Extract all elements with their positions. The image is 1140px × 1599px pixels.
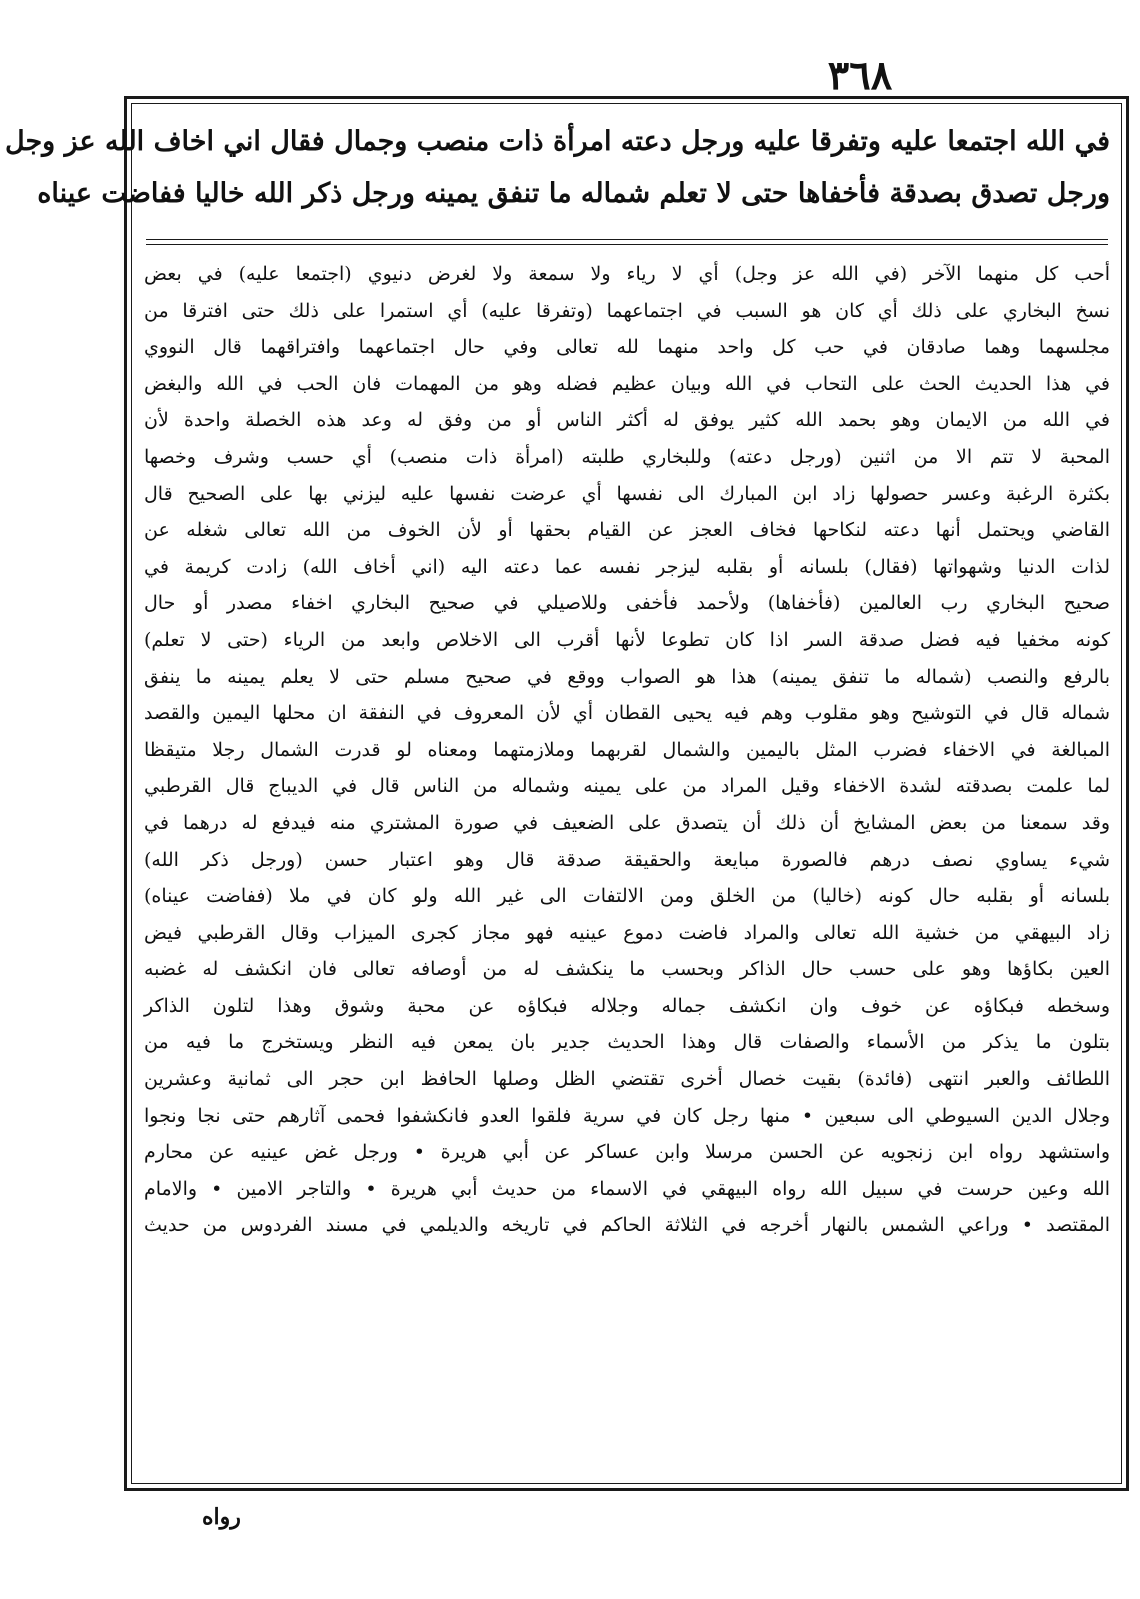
commentary-line: المحبة لا تتم الا من اثنين (ورجل دعته) وللبخاري طلبته (امرأة ذات منصب) أي حسب وشرف وخصها — [144, 445, 1110, 468]
commentary-line: نسخ البخاري على ذلك أي كان هو السبب في اجتماعهما (وتفرقا عليه) أي استمرا على ذلك حتى افترقا من — [144, 299, 1110, 322]
commentary-line: بالرفع والنصب (شماله ما تنفق يمينه) هذا هو الصواب ووقع في صحيح مسلم حتى لا يعلم يمينه ما ينفق — [144, 665, 1110, 688]
commentary-line: بتلون ما يذكر من الأسماء والصفات قال وهذا الحديث جدير بان يمعن فيه النظر ويستخرج ما فيه من — [144, 1031, 1110, 1054]
commentary-line: صحيح البخاري رب العالمين (فأخفاها) ولأحمد فأخفى وللاصيلي في صحيح البخاري اخفاء مصدر أو حال — [144, 592, 1110, 615]
commentary-line: القاضي ويحتمل أنها دعته لنكاحها فخاف العجز عن القيام بحقها أو لأن الخوف من الله تعالى شغله عن — [144, 519, 1110, 542]
commentary-line: في الله من الايمان وهو بحمد الله كثير يوفق له أكثر الناس أو من وفق له وعد هذه الخصلة واحدة لأن — [144, 409, 1110, 432]
commentary-line: أحب كل منهما الآخر (في الله عز وجل) أي لا رياء ولا سمعة ولا لغرض دنيوي (اجتمعا عليه) في بعض — [144, 263, 1110, 285]
commentary-line: في هذا الحديث الحث على التحاب في الله وبيان عظيم فضله وهو من المهمات فان الحب في الله والبغض — [144, 372, 1110, 395]
commentary-line: لذات الدنيا وشهواتها (فقال) بلسانه أو بقلبه ليزجر نفسه عما دعته اليه (اني أخاف الله) زادت كريمة في — [144, 555, 1110, 578]
commentary-line: بلسانه أو بقلبه حال كونه (خاليا) من الخلق ومن الالتفات الى غير الله ولو كان في ملا (ففاضت عيناه) — [144, 885, 1110, 908]
page-number: ٣٦٨ — [827, 52, 893, 99]
hadith-text-block — [5, 116, 1110, 220]
commentary-line: واستشهد رواه ابن زنجويه عن الحسن مرسلا وابن عساكر عن أبي هريرة • ورجل غض عينيه عن محارم — [144, 1141, 1110, 1164]
separator-rule — [146, 244, 1108, 245]
commentary-line: اللطائف والعبر انتهى (فائدة) بقيت خصال أخرى تقتضي الظل وصلها الحافظ ابن حجر الى ثمانية وعشرين — [144, 1068, 1110, 1091]
commentary-line: وقد سمعنا من بعض المشايخ أن ذلك أن يتصدق على الضعيف في صورة المشتري منه فيدفع له درهما في — [144, 811, 1110, 834]
commentary-line: شماله قال في التوشيح وهو مقلوب وهم فيه يحيى القطان أي لأن المعروف في النفقة ان محلها اليمين والقصد — [144, 702, 1110, 725]
commentary-line: بكثرة الرغبة وعسر حصولها زاد ابن المبارك الى نفسها أي عرضت نفسها عليه ليزني بها على الصحيح قال — [144, 482, 1110, 505]
hadith-line: في الله اجتمعا عليه وتفرقا عليه ورجل دعته امرأة ذات منصب وجمال فقال اني اخاف الله عز وجل — [5, 126, 1110, 157]
commentary-line: شيء يساوي نصف درهم فالصورة مبايعة والحقيقة صدقة قال وهو اعتبار حسن (ورجل ذكر الله) — [144, 848, 1110, 871]
commentary-line: المقتصد • وراعي الشمس بالنهار أخرجه في الثلاثة الحاكم في تاريخه والديلمي في مسند الفردوس من حديث — [144, 1214, 1110, 1237]
commentary-line: العين بكاؤها وهو على حسب حال الذاكر وبحسب ما ينكشف له من أوصافه تعالى فان انكشف له غضبه — [144, 958, 1110, 981]
separator-rule — [146, 239, 1108, 240]
commentary-text-block — [144, 256, 1110, 1244]
commentary-line: كونه مخفيا فيه فضل صدقة السر اذا كان تطوعا لأنها أقرب الى الاخلاص وابعد من الرياء (حتى لا تعلم) — [144, 628, 1110, 651]
commentary-line: زاد البيهقي من خشية الله تعالى والمراد فاضت دموع عينيه فهو مجاز كجرى الميزاب وقال القرطبي فيض — [144, 921, 1110, 944]
commentary-line: المبالغة في الاخفاء فضرب المثل باليمين والشمال لقربهما وملازمتهما ومعناه لو قدرت الشمال رجلا متيقظا — [144, 738, 1110, 761]
commentary-line: وجلال الدين السيوطي الى سبعين • منها رجل كان في سرية فلقوا العدو فانكشفوا فحمى آثارهم حتى نجا ونجوا — [144, 1104, 1110, 1127]
catchword: رواه — [202, 1504, 241, 1530]
commentary-line: وسخطه فبكاؤه عن خوف وان انكشف جماله وجلاله فبكاؤه عن محبة وشوق وهذا لتلون الذاكر — [144, 994, 1110, 1017]
hadith-line: ورجل تصدق بصدقة فأخفاها حتى لا تعلم شماله ما تنفق يمينه ورجل ذكر الله خاليا ففاضت عيناه — [37, 178, 1110, 209]
commentary-line: مجلسهما وهما صادقان في حب كل واحد منهما لله تعالى وفي حال اجتماعهما وافتراقهما قال النووي — [144, 336, 1110, 359]
commentary-line: لما علمت بصدقته لشدة الاخفاء وقيل المراد من على يمينه وشماله من الناس قال في الديباج قال القرطبي — [144, 775, 1110, 798]
commentary-line: الله وعين حرست في سبيل الله رواه البيهقي في الاسماء من حديث أبي هريرة • والتاجر الامين • والامام — [144, 1177, 1110, 1200]
